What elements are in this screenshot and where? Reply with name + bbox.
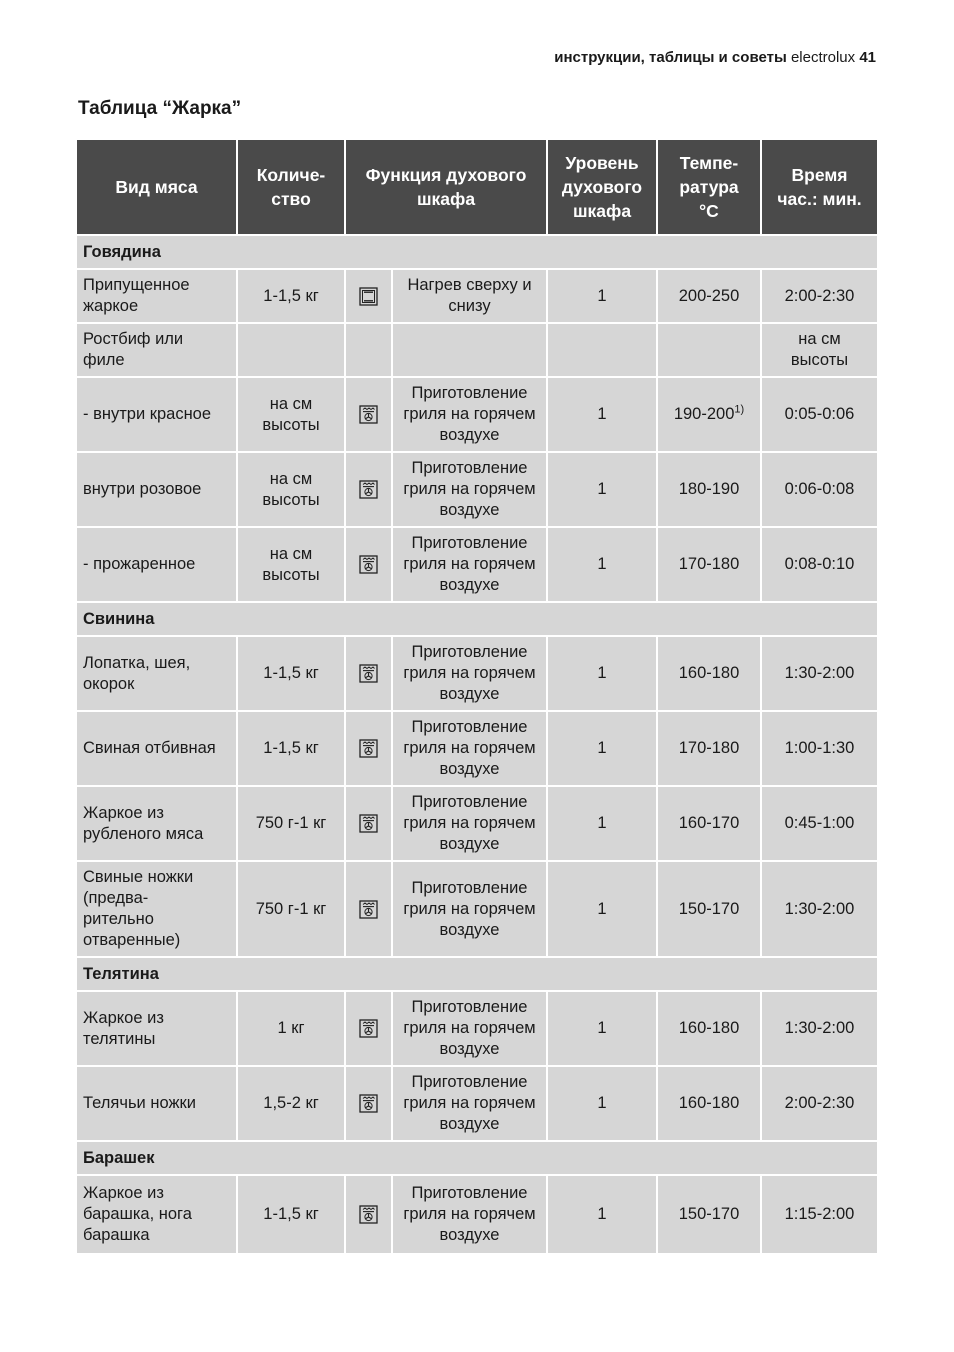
quantity-cell (238, 637, 344, 710)
empty-cell (658, 324, 760, 376)
footnote-marker: 1) (734, 403, 745, 416)
cell-line: - внутри красное (83, 405, 212, 423)
meat-name-cell (77, 1176, 236, 1253)
page-title: Таблица “Жарка” (78, 98, 242, 119)
time-cell (762, 712, 877, 785)
oven-function-cell (393, 378, 546, 451)
empty-cell (346, 324, 391, 376)
table-row (77, 1067, 877, 1140)
cell-line: - прожаренное (83, 555, 196, 573)
empty-cell (548, 324, 656, 376)
cell-line: 0:05-0:06 (784, 405, 855, 423)
cell-line: жаркое (83, 297, 139, 315)
cell-line: снизу (448, 297, 491, 315)
table-row (77, 862, 877, 956)
table-row (77, 637, 877, 710)
cell-line: воздухе (439, 920, 500, 939)
time-cell (762, 1067, 877, 1140)
temperature-value: 170-180 (678, 739, 740, 757)
temperature-value: 180-190 (678, 480, 740, 498)
temperature-cell (658, 637, 760, 710)
shelf-level-cell: 1 (548, 1176, 656, 1253)
cell-line: Ростбиф или (83, 330, 184, 348)
cell-line: 1:30-2:00 (784, 1019, 855, 1037)
category-row (77, 236, 877, 268)
col-header-meat (77, 140, 236, 234)
cell-line: окорок (83, 674, 135, 693)
category-row (77, 958, 877, 990)
temperature-value: 200-250 (678, 286, 740, 305)
cell-line: барашка, нога (83, 1205, 192, 1223)
cell-line: 1-1,5 кг (263, 664, 319, 682)
table-row (77, 453, 877, 526)
cell-line: внутри розовое (83, 480, 202, 498)
header-brand: electrolux (790, 49, 856, 66)
cell-line: гриля на горячем (403, 1205, 536, 1223)
cell-line: Приготовление (411, 1073, 528, 1091)
shelf-level-cell: 1 (548, 1067, 656, 1140)
cell-line: °C (699, 201, 719, 221)
cell-line: 1 кг (277, 1019, 305, 1037)
col-header-time (762, 140, 877, 234)
cell-line: Приготовление (411, 718, 528, 736)
oven-function-cell (393, 637, 546, 710)
cell-line: духового (561, 177, 643, 197)
quantity-cell (238, 1067, 344, 1140)
col-header-temperature (658, 140, 760, 234)
table-row (77, 787, 877, 860)
cell-line: филе (83, 351, 125, 369)
time-cell (762, 324, 877, 376)
roasting-table (75, 138, 879, 1255)
meat-name-cell (77, 378, 236, 451)
temperature-value: 160-180 (678, 664, 740, 682)
category-row (77, 1142, 877, 1174)
temperature-cell (658, 270, 760, 322)
time-cell (762, 453, 877, 526)
temperature-cell (658, 712, 760, 785)
cell-line: гриля на горячем (403, 405, 536, 423)
quantity-cell (238, 1176, 344, 1253)
empty-cell (238, 324, 344, 376)
oven-function-cell (393, 992, 546, 1065)
cell-line: гриля на горячем (403, 664, 536, 682)
cell-line: Припущенное (83, 276, 190, 294)
cell-line: гриля на горячем (403, 1094, 536, 1112)
oven-function-cell (393, 787, 546, 860)
table-row (77, 378, 877, 451)
shelf-level-cell: 1 (548, 528, 656, 601)
cell-line: 2:00-2:30 (784, 1094, 855, 1112)
quantity-cell (238, 712, 344, 785)
temperature-value: 160-180 (678, 1019, 740, 1037)
cell-line: воздухе (439, 835, 500, 853)
meat-name-cell (77, 270, 236, 322)
cell-line: телятины (83, 1029, 156, 1048)
time-cell (762, 378, 877, 451)
cell-line: Вид мяса (115, 177, 198, 197)
temperature-cell (658, 1067, 760, 1140)
table-header-row (77, 140, 877, 234)
fan-grill-icon (346, 637, 391, 710)
cell-line: гриля на горячем (403, 814, 536, 832)
cell-line: 0:08-0:10 (784, 555, 855, 573)
cell-line: 1:15-2:00 (784, 1205, 855, 1223)
temperature-value: 170-180 (678, 555, 740, 573)
cell-line: гриля на горячем (403, 739, 536, 757)
oven-function-cell (393, 862, 546, 956)
shelf-level-cell: 1 (548, 787, 656, 860)
col-header-function (346, 140, 546, 234)
cell-line: 1:00-1:30 (784, 739, 855, 757)
time-cell (762, 270, 877, 322)
category-label: Телятина (77, 958, 877, 990)
cell-line: воздухе (439, 576, 500, 594)
quantity-cell (238, 378, 344, 451)
cell-line: Уровень (565, 153, 639, 173)
col-header-level (548, 140, 656, 234)
temperature-cell (658, 528, 760, 601)
cell-line: Приготовление (411, 878, 528, 897)
cell-line: Количе- (256, 165, 326, 185)
oven-function-cell (393, 1176, 546, 1253)
table-row (77, 712, 877, 785)
cell-line: гриля на горячем (403, 480, 536, 498)
shelf-level-cell: 1 (548, 712, 656, 785)
cell-line: Свиные ножки (83, 868, 194, 886)
cell-line: 1,5-2 кг (263, 1094, 319, 1112)
cell-line: на см (269, 394, 313, 413)
meat-name-cell (77, 637, 236, 710)
fan-grill-icon (346, 453, 391, 526)
cell-line: гриля на горячем (403, 899, 536, 918)
running-header (554, 48, 876, 68)
cell-line: ство (271, 189, 311, 209)
cell-line: 1:30-2:00 (784, 899, 855, 918)
meat-name-cell (77, 453, 236, 526)
cell-line: высоты (790, 351, 849, 369)
cell-line: Приготовление (411, 793, 528, 811)
temperature-cell (658, 992, 760, 1065)
meat-name-cell (77, 787, 236, 860)
cell-line: Приготовление (411, 459, 528, 477)
cell-line: Нагрев сверху и (407, 276, 532, 294)
time-cell (762, 528, 877, 601)
temperature-cell (658, 378, 760, 451)
quantity-cell (238, 528, 344, 601)
meat-name-cell (77, 712, 236, 785)
oven-function-cell (393, 1067, 546, 1140)
cell-line: Приготовление (411, 1184, 528, 1202)
category-row (77, 603, 877, 635)
cell-line: Приготовление (411, 534, 528, 552)
time-cell (762, 862, 877, 956)
cell-line: 1-1,5 кг (263, 739, 319, 757)
cell-line: (предва- (83, 889, 149, 907)
oven-function-cell (393, 453, 546, 526)
meat-name-cell (77, 528, 236, 601)
page-number: 41 (859, 49, 876, 66)
cell-line: гриля на горячем (403, 1019, 536, 1037)
cell-line: на см (269, 469, 313, 488)
quantity-cell (238, 270, 344, 322)
shelf-level-cell: 1 (548, 378, 656, 451)
table-row (77, 992, 877, 1065)
cell-line: воздухе (439, 760, 500, 778)
time-cell (762, 992, 877, 1065)
meat-name-cell (77, 862, 236, 956)
cell-line: шкафа (416, 189, 476, 209)
time-cell (762, 1176, 877, 1253)
shelf-level-cell: 1 (548, 862, 656, 956)
temperature-cell (658, 453, 760, 526)
fan-grill-icon (346, 862, 391, 956)
fan-grill-icon (346, 712, 391, 785)
cell-line: высоты (262, 490, 320, 509)
cell-line: воздухе (439, 426, 500, 444)
cell-line: воздухе (439, 1040, 500, 1058)
cell-line: рительно (83, 910, 154, 928)
oven-function-cell (393, 270, 546, 322)
temperature-value: 160-170 (678, 814, 740, 832)
cell-line: гриля на горячем (403, 555, 536, 573)
time-cell (762, 787, 877, 860)
table-row (77, 528, 877, 601)
cell-line: 1-1,5 кг (263, 1205, 319, 1223)
cell-line: рубленого мяса (83, 824, 204, 843)
cell-line: Приготовление (411, 643, 528, 661)
table-row (77, 270, 877, 322)
cell-line: 750 г-1 кг (255, 899, 327, 918)
cell-line: на см (269, 544, 313, 563)
cell-line: воздухе (439, 501, 500, 519)
cell-line: Свиная отбивная (83, 739, 216, 757)
fan-grill-icon (346, 1067, 391, 1140)
cell-line: 2:00-2:30 (784, 286, 855, 305)
temperature-value: 150-170 (678, 899, 740, 918)
cell-line: на см (798, 330, 841, 348)
fan-grill-icon (346, 528, 391, 601)
table-row (77, 324, 877, 376)
oven-function-cell (393, 712, 546, 785)
cell-line: воздухе (439, 1115, 500, 1133)
cell-line: высоты (262, 415, 320, 434)
table-row (77, 1176, 877, 1253)
temperature-cell (658, 787, 760, 860)
cell-line: 0:45-1:00 (784, 814, 855, 832)
cell-line: Жаркое из (83, 1008, 164, 1027)
meat-name-cell (77, 1067, 236, 1140)
temperature-cell (658, 862, 760, 956)
cell-line: 0:06-0:08 (784, 480, 855, 498)
quantity-cell (238, 453, 344, 526)
category-label: Свинина (77, 603, 877, 635)
oven-function-cell (393, 528, 546, 601)
meat-name-cell (77, 992, 236, 1065)
cell-line: Телячьи ножки (83, 1094, 196, 1112)
temperature-value: 190-200 (673, 405, 735, 423)
col-header-quantity (238, 140, 344, 234)
cell-line: 750 г-1 кг (255, 814, 327, 832)
cell-line: 1:30-2:00 (784, 664, 855, 682)
fan-grill-icon (346, 787, 391, 860)
fan-grill-icon (346, 378, 391, 451)
fan-grill-icon (346, 992, 391, 1065)
quantity-cell (238, 992, 344, 1065)
cell-line: высоты (262, 565, 320, 584)
category-label: Барашек (77, 1142, 877, 1174)
empty-cell (393, 324, 546, 376)
time-cell (762, 637, 877, 710)
cell-line: 1-1,5 кг (263, 286, 319, 305)
cell-line: Жаркое из (83, 803, 164, 822)
cell-line: Лопатка, шея, (83, 653, 191, 672)
header-section-title: инструкции, таблицы и советы (554, 49, 787, 66)
shelf-level-cell: 1 (548, 453, 656, 526)
cell-line: Приготовление (411, 998, 528, 1016)
shelf-level-cell: 1 (548, 992, 656, 1065)
temperature-value: 160-180 (678, 1094, 740, 1112)
meat-name-cell (77, 324, 236, 376)
cell-line: отваренные) (83, 931, 181, 949)
cell-line: Время (791, 165, 848, 185)
shelf-level-cell: 1 (548, 270, 656, 322)
cell-line: барашка (83, 1226, 150, 1244)
cell-line: Приготовление (411, 384, 528, 402)
category-label: Говядина (77, 236, 877, 268)
quantity-cell (238, 862, 344, 956)
cell-line: воздухе (439, 685, 500, 703)
temperature-value: 150-170 (678, 1205, 740, 1223)
cell-line: Жаркое из (83, 1184, 164, 1202)
cell-line: воздухе (439, 1226, 500, 1244)
temperature-cell (658, 1176, 760, 1253)
cell-line: час.: мин. (777, 189, 862, 209)
cell-line: Функция духового (365, 165, 527, 185)
top-bottom-heat-icon (346, 270, 391, 322)
shelf-level-cell: 1 (548, 637, 656, 710)
cell-line: ратура (679, 177, 739, 197)
quantity-cell (238, 787, 344, 860)
cell-line: шкафа (572, 201, 632, 221)
fan-grill-icon (346, 1176, 391, 1253)
cell-line: Темпе- (679, 153, 739, 173)
